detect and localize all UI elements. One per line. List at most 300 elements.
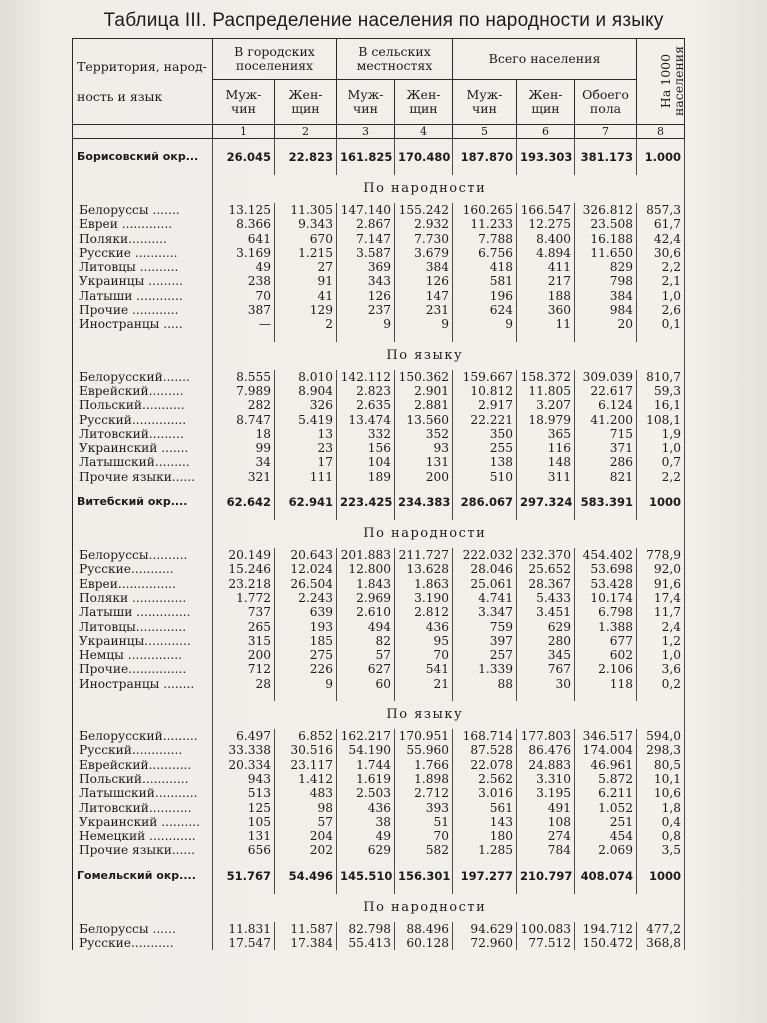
spacer-cell (575, 332, 637, 342)
male-l2: чин (472, 101, 497, 116)
table-row-value: 2,2 (637, 470, 685, 484)
table-row-value: 1,0 (637, 441, 685, 455)
table-row-label: Иностранцы ........ (73, 677, 213, 691)
region-row-value: 381.173 (575, 139, 637, 176)
table-row-value: 41 (275, 289, 337, 303)
table-row-value: 12.024 (275, 562, 337, 576)
table-row-value: 670 (275, 232, 337, 246)
group-heading: По народности (363, 525, 487, 541)
table-row-value: 821 (575, 470, 637, 484)
table-row-value: 2.712 (395, 786, 453, 800)
table-row-value: 541 (395, 662, 453, 676)
table-row-value: 22.078 (453, 758, 517, 772)
table-row-value: 8.747 (213, 413, 275, 427)
urban-header-line1: В городских (234, 44, 315, 59)
group-heading: По народности (363, 180, 487, 196)
table-row (73, 634, 685, 648)
table-row-value: 20.643 (275, 548, 337, 562)
region-row-label: Гомельский окр.... (73, 858, 213, 894)
table-row (73, 470, 685, 484)
table-row (73, 936, 685, 950)
table-row-value: 2 (275, 317, 337, 331)
table-row (73, 922, 685, 936)
table-row-value: 70 (395, 829, 453, 843)
table-row-value: 0,7 (637, 455, 685, 469)
table-row-value: 3,6 (637, 662, 685, 676)
table-row-value: 86.476 (517, 743, 575, 757)
territory-header-line2: ность и язык (77, 88, 163, 104)
table-row-value: 2.932 (395, 217, 453, 231)
group-heading-right (637, 894, 685, 922)
table-row (73, 260, 685, 274)
table-row-value: 737 (213, 605, 275, 619)
table-row-value: 10.812 (453, 384, 517, 398)
table-row-value: 18.979 (517, 413, 575, 427)
region-row-value: 234.383 (395, 484, 453, 520)
table-row-value: 2.610 (337, 605, 395, 619)
both-l1: Обоего (582, 87, 629, 102)
group-heading-left (73, 894, 213, 922)
table-row-value: 454 (575, 829, 637, 843)
table-row-value: 38 (337, 815, 395, 829)
table-row-value: 159.667 (453, 370, 517, 384)
table-row-value: 629 (517, 620, 575, 634)
table-row-value: 2,4 (637, 620, 685, 634)
table-row (73, 758, 685, 772)
table-row-value: 798 (575, 274, 637, 288)
table-row-value: 20 (575, 317, 637, 331)
table-row-value: 352 (395, 427, 453, 441)
table-row (73, 548, 685, 562)
table-row-value: 418 (453, 260, 517, 274)
table-row-value: 200 (213, 648, 275, 662)
table-row-value: 326.812 (575, 203, 637, 217)
table-row-label: Украинский .......... (73, 815, 213, 829)
table-row-value: 2.069 (575, 843, 637, 857)
table-row-value: 194.712 (575, 922, 637, 936)
table-row (73, 743, 685, 757)
table-row-value: 350 (453, 427, 517, 441)
table-row-value: 156 (337, 441, 395, 455)
table-row-value: 211.727 (395, 548, 453, 562)
region-row-value: 187.870 (453, 139, 517, 176)
table-row-value: 11.233 (453, 217, 517, 231)
spacer-cell (637, 691, 685, 701)
table-row-value: 237 (337, 303, 395, 317)
table-row-value: 274 (517, 829, 575, 843)
region-row-value: 297.324 (517, 484, 575, 520)
table-row-value: 7.147 (337, 232, 395, 246)
rural-male-header (337, 80, 395, 125)
table-row-value: 5.433 (517, 591, 575, 605)
table-row-value: 0,8 (637, 829, 685, 843)
table-row-value: 326 (275, 398, 337, 412)
table-row-value: 656 (213, 843, 275, 857)
table-row-value: 6.798 (575, 605, 637, 619)
table-row-value: 387 (213, 303, 275, 317)
spacer-row (73, 332, 685, 342)
table-row-value: 188 (517, 289, 575, 303)
table-row-value: 100.083 (517, 922, 575, 936)
table-row-value: 91,6 (637, 577, 685, 591)
table-row-value: 8.904 (275, 384, 337, 398)
male-l1: Муж- (347, 87, 384, 102)
table-row-value: 125 (213, 801, 275, 815)
table-row-value: 17,4 (637, 591, 685, 605)
table-row-value: 12.800 (337, 562, 395, 576)
table-row-value: 57 (337, 648, 395, 662)
table-row-value: 201.883 (337, 548, 395, 562)
column-number: 7 (575, 125, 637, 139)
group-heading-row (73, 342, 685, 370)
table-row-value: 6.497 (213, 729, 275, 743)
table-row-value: 77.512 (517, 936, 575, 950)
table-row-value: 6.211 (575, 786, 637, 800)
table-row-value: 2.969 (337, 591, 395, 605)
group-heading-row (73, 520, 685, 548)
table-row (73, 801, 685, 815)
per1000-line2: населения (671, 45, 687, 117)
table-row (73, 203, 685, 217)
male-l2: чин (353, 101, 378, 116)
table-row-label: Латышский........... (73, 786, 213, 800)
table-row (73, 274, 685, 288)
spacer-cell (453, 332, 517, 342)
spacer-cell (275, 332, 337, 342)
table-row-value: 53.698 (575, 562, 637, 576)
table-row-value: 8.555 (213, 370, 275, 384)
table-row (73, 605, 685, 619)
table-row-value: 10.174 (575, 591, 637, 605)
table-row-value: 257 (453, 648, 517, 662)
female-l1: Жен- (406, 87, 441, 102)
table-row (73, 413, 685, 427)
region-row-value: 145.510 (337, 858, 395, 894)
table-row-value: 98 (275, 801, 337, 815)
table-row-value: 282 (213, 398, 275, 412)
table-row (73, 677, 685, 691)
table-row-value: 53.428 (575, 577, 637, 591)
table-row-label: Прочие ............ (73, 303, 213, 317)
region-row-value: 583.391 (575, 484, 637, 520)
table-row (73, 577, 685, 591)
table-row-value: 15.246 (213, 562, 275, 576)
table-row-value: 346.517 (575, 729, 637, 743)
table-row-value: 255 (453, 441, 517, 455)
spacer-cell (337, 332, 395, 342)
per1000-line1: На 1000 (658, 53, 674, 109)
table-row-label: Немецкий ............ (73, 829, 213, 843)
table-row-value: 1,9 (637, 427, 685, 441)
table-row-value: 30,6 (637, 246, 685, 260)
table-row-value: 49 (337, 829, 395, 843)
table-row-label: Поляки.......... (73, 232, 213, 246)
table-row-value: 232.370 (517, 548, 575, 562)
table-row-label: Иностранцы ..... (73, 317, 213, 331)
table-row-label: Украинский ....... (73, 441, 213, 455)
female-l1: Жен- (528, 87, 563, 102)
table-row-value: 491 (517, 801, 575, 815)
table-row-value: 238 (213, 274, 275, 288)
table-row (73, 289, 685, 303)
table-row-value: 1.285 (453, 843, 517, 857)
table-row-value: 0,1 (637, 317, 685, 331)
table-row (73, 815, 685, 829)
group-heading-left (73, 175, 213, 203)
table-row (73, 620, 685, 634)
table-row-value: 13.474 (337, 413, 395, 427)
table-row-value: 131 (213, 829, 275, 843)
table-row-value: 174.004 (575, 743, 637, 757)
region-row-value: 62.642 (213, 484, 275, 520)
table-row-value: 309.039 (575, 370, 637, 384)
region-row-value: 223.425 (337, 484, 395, 520)
table-row (73, 648, 685, 662)
table-row-value: 1,8 (637, 801, 685, 815)
table-row-value: 767 (517, 662, 575, 676)
table-row-value: 483 (275, 786, 337, 800)
table-row-value: 2,2 (637, 260, 685, 274)
table-row-value: 365 (517, 427, 575, 441)
spacer-cell (213, 332, 275, 342)
per1000-header (637, 39, 685, 125)
table-row-value: 185 (275, 634, 337, 648)
table-row-value: 9 (395, 317, 453, 331)
table-row-value: 88.496 (395, 922, 453, 936)
group-heading-left (73, 520, 213, 548)
population-table (72, 38, 685, 950)
table-row-value: 594,0 (637, 729, 685, 743)
table-row-value: 10,1 (637, 772, 685, 786)
table-row-value: 1.772 (213, 591, 275, 605)
region-row-value: 197.277 (453, 858, 517, 894)
page-title: Таблица III. Распределение населения по народности и языку (103, 10, 664, 31)
table-row-value: 1.412 (275, 772, 337, 786)
female-l1: Жен- (288, 87, 323, 102)
table-row-value: 20.149 (213, 548, 275, 562)
table-row-value: 94.629 (453, 922, 517, 936)
total-female-header (517, 80, 575, 125)
table-row (73, 562, 685, 576)
table-row-value: 265 (213, 620, 275, 634)
table-row-value: 11.831 (213, 922, 275, 936)
table-row-value: 513 (213, 786, 275, 800)
table-row-value: 3.207 (517, 398, 575, 412)
rural-header-line2: местностях (356, 58, 433, 73)
table-row-label: Латыши .............. (73, 605, 213, 619)
column-number-blank (73, 125, 213, 139)
table-row-label: Украинцы............ (73, 634, 213, 648)
table-row-value: 6.756 (453, 246, 517, 260)
table-row-label: Белоруссы.......... (73, 548, 213, 562)
table-row-value: 34 (213, 455, 275, 469)
table-row-value: 42,4 (637, 232, 685, 246)
table-row-label: Поляки .............. (73, 591, 213, 605)
table-row-value: 231 (395, 303, 453, 317)
table-row-value: 9.343 (275, 217, 337, 231)
table-row-label: Белорусский......... (73, 729, 213, 743)
table-row-value: 95 (395, 634, 453, 648)
table-row-value: 217 (517, 274, 575, 288)
table-row-value: 126 (337, 289, 395, 303)
table-row-value: 298,3 (637, 743, 685, 757)
table-row-value: 624 (453, 303, 517, 317)
table-row-value: 629 (337, 843, 395, 857)
region-row (73, 139, 685, 176)
spacer-cell (275, 691, 337, 701)
table-row-value: 7.730 (395, 232, 453, 246)
table-row-value: 21 (395, 677, 453, 691)
table-row-value: 1,0 (637, 648, 685, 662)
table-row-value: 1.619 (337, 772, 395, 786)
table-row-value: 226 (275, 662, 337, 676)
table-row-value: 275 (275, 648, 337, 662)
table-row (73, 246, 685, 260)
table-row-label: Литовцы............. (73, 620, 213, 634)
table-row-value: 627 (337, 662, 395, 676)
territory-header (73, 39, 213, 125)
table-row-value: 251 (575, 815, 637, 829)
table-row (73, 232, 685, 246)
table-row (73, 398, 685, 412)
region-row-value: 1000 (637, 484, 685, 520)
table-row-label: Литовский........... (73, 801, 213, 815)
table-row-value: 5.872 (575, 772, 637, 786)
table-row-value: 411 (517, 260, 575, 274)
total-header (453, 39, 637, 80)
table-row-value: 118 (575, 677, 637, 691)
table-row-value: 2,1 (637, 274, 685, 288)
table-row-value: 778,9 (637, 548, 685, 562)
spacer-cell (337, 691, 395, 701)
table-row-value: 384 (575, 289, 637, 303)
table-row-value: 2.243 (275, 591, 337, 605)
spacer-cell (637, 332, 685, 342)
table-row-label: Латыши ............ (73, 289, 213, 303)
table-row-value: 108 (517, 815, 575, 829)
table-row-value: 60 (337, 677, 395, 691)
table-row-value: 18 (213, 427, 275, 441)
table-row-value: 582 (395, 843, 453, 857)
group-heading-right (637, 175, 685, 203)
table-row-value: 943 (213, 772, 275, 786)
table-row-value: 222.032 (453, 548, 517, 562)
table-row-value: 436 (337, 801, 395, 815)
column-number: 8 (637, 125, 685, 139)
table-row-value: 23.218 (213, 577, 275, 591)
table-row-value: 150.472 (575, 936, 637, 950)
table-row-value: 2.812 (395, 605, 453, 619)
urban-male-header (213, 80, 275, 125)
region-row-value: 161.825 (337, 139, 395, 176)
table-row-value: 5.419 (275, 413, 337, 427)
table-row-value: 0,4 (637, 815, 685, 829)
table-row-value: 9 (275, 677, 337, 691)
table-row-value: 332 (337, 427, 395, 441)
table-row-value: 510 (453, 470, 517, 484)
table-row-value: 602 (575, 648, 637, 662)
group-heading-right (637, 520, 685, 548)
table-row-value: 25.652 (517, 562, 575, 576)
urban-female-header (275, 80, 337, 125)
table-row-value: 3.190 (395, 591, 453, 605)
group-heading-left (73, 342, 213, 370)
table-row-value: 80,5 (637, 758, 685, 772)
table-row-value: 46.961 (575, 758, 637, 772)
table-row (73, 843, 685, 857)
table-row-value: 41.200 (575, 413, 637, 427)
group-heading-row (73, 894, 685, 922)
table-row (73, 662, 685, 676)
table-row-value: 25.061 (453, 577, 517, 591)
both-l2: пола (589, 101, 622, 116)
table-row-value: 116 (517, 441, 575, 455)
table-row-value: 397 (453, 634, 517, 648)
spacer-cell (395, 332, 453, 342)
table-row-value: 138 (453, 455, 517, 469)
table-row-value: 93 (395, 441, 453, 455)
table-row-value: 10,6 (637, 786, 685, 800)
table-row-label: Украинцы ......... (73, 274, 213, 288)
table-row-label: Евреи ............. (73, 217, 213, 231)
table-row-label: Русские........... (73, 562, 213, 576)
table-row-value: 11 (517, 317, 575, 331)
urban-header (213, 39, 337, 80)
table-row-label: Прочие языки...... (73, 470, 213, 484)
table-row-value: 2.503 (337, 786, 395, 800)
table-row-value: 16.188 (575, 232, 637, 246)
table-row-value: 11,7 (637, 605, 685, 619)
table-row-value: 581 (453, 274, 517, 288)
spacer-cell (453, 691, 517, 701)
table-row-value: 177.803 (517, 729, 575, 743)
group-heading-right (637, 701, 685, 729)
table-row-value: 61,7 (637, 217, 685, 231)
table-row-value: 147 (395, 289, 453, 303)
table-row-value: 286 (575, 455, 637, 469)
table-row-value: 23.508 (575, 217, 637, 231)
table-row-value: 23 (275, 441, 337, 455)
table-row-value: 639 (275, 605, 337, 619)
group-heading-row (73, 175, 685, 203)
table-row-value: 70 (395, 648, 453, 662)
table-row-value: 142.112 (337, 370, 395, 384)
table-row-label: Белоруссы ....... (73, 203, 213, 217)
table-row-value: 393 (395, 801, 453, 815)
column-number: 5 (453, 125, 517, 139)
table-row-value: 11.587 (275, 922, 337, 936)
table-row-label: Латышский......... (73, 455, 213, 469)
table-row-value: 17.547 (213, 936, 275, 950)
table-row-value: 51 (395, 815, 453, 829)
table-row-value: 454.402 (575, 548, 637, 562)
table-row-value: 1.863 (395, 577, 453, 591)
table-row (73, 427, 685, 441)
male-l1: Муж- (225, 87, 262, 102)
table-row-value: 3.195 (517, 786, 575, 800)
male-l2: чин (231, 101, 256, 116)
table-row-value: 30.516 (275, 743, 337, 757)
table-row (73, 786, 685, 800)
group-heading: По языку (386, 347, 464, 363)
group-heading-row (73, 701, 685, 729)
total-male-header (453, 80, 517, 125)
table-row-value: 82 (337, 634, 395, 648)
column-number: 1 (213, 125, 275, 139)
table-row-value: 477,2 (637, 922, 685, 936)
table-row-label: Еврейский........... (73, 758, 213, 772)
spacer-cell (517, 332, 575, 342)
